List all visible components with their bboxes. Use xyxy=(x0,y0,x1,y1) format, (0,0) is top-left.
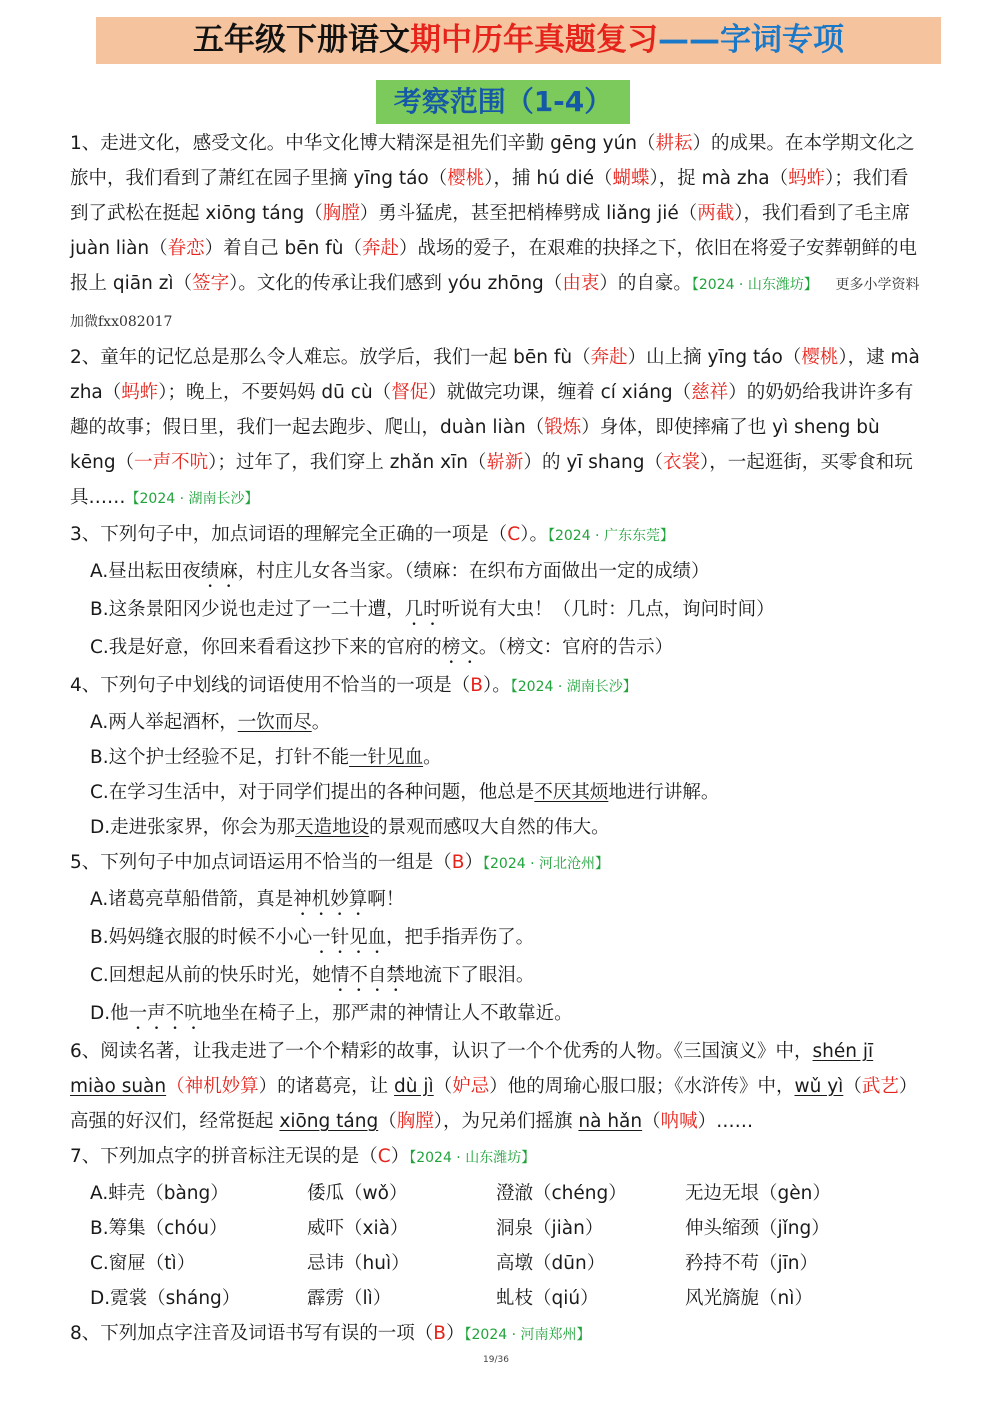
q1-text: ），捕 hú dié（ xyxy=(484,168,613,189)
q6-answer: 胸膛 xyxy=(396,1111,434,1132)
q5-source: 【2024 · 河北沧州】 xyxy=(483,856,609,872)
q1-text: ）着自己 bēn fù（ xyxy=(204,238,363,259)
scope-label: 考察范围（1-4） xyxy=(376,80,630,124)
q5-option-c: C.回想起从前的快乐时光，她情不自禁地流下了眼泪。 xyxy=(90,965,535,986)
q2-answer: 衣裳 xyxy=(662,452,700,473)
q1-text: ）战场的爱子，在艰难的抉择之下，依旧在将爱子安葬朝鲜的电报上 qiān zì（ xyxy=(70,238,918,294)
q4-option-a: A.两人举起酒杯，一饮而尽。 xyxy=(90,712,331,733)
q6-pinyin: xiōng táng xyxy=(279,1111,379,1132)
q4-source: 【2024 · 湖南长沙】 xyxy=(510,679,637,695)
q6-paren: （ xyxy=(843,1076,862,1097)
q6-answer: 妒忌 xyxy=(452,1076,490,1097)
q2-text: ），逮 mà zha（ xyxy=(70,347,920,403)
q8-answer: B xyxy=(433,1323,446,1344)
q6-pinyin: nà hǎn xyxy=(578,1111,643,1132)
q5-option-a: A.诸葛亮草船借箭，真是神机妙算啊！ xyxy=(90,889,405,910)
q7-cell: 伸头缩颈（jǐng） xyxy=(685,1218,830,1239)
question-1 xyxy=(70,126,922,340)
question-4 xyxy=(70,668,922,705)
title-part-topic: ——字词专项 xyxy=(658,22,844,58)
q4-answer: B xyxy=(470,675,483,696)
q7-cell: 倭瓜（wǒ） xyxy=(307,1183,408,1204)
q6-pinyin: shén jī miào suàn xyxy=(70,1041,874,1097)
q2-answer: 崭新 xyxy=(486,452,524,473)
question-2 xyxy=(70,340,922,517)
q1-text: ），我们看到了毛主席 juàn liàn（ xyxy=(70,203,911,259)
dotted-word: 一针见血 xyxy=(312,927,387,948)
q4-stem: ）。 xyxy=(482,675,511,696)
question-7 xyxy=(70,1139,922,1176)
q7-stem: ） xyxy=(390,1146,410,1167)
q6-text: ）他的周瑜心服口服；《水浒传》中， xyxy=(489,1076,795,1097)
title-part-grade: 五年级下册语文 xyxy=(193,22,410,58)
q7-cell: 洞泉（jiàn） xyxy=(496,1218,604,1239)
q7-answer: C xyxy=(377,1146,391,1167)
q2-answer: 蚂蚱 xyxy=(121,382,159,403)
question-6 xyxy=(70,1034,922,1139)
q1-answer: 签字 xyxy=(192,273,230,294)
q7-cell: 矜持不苟（jīn） xyxy=(685,1253,819,1274)
q6-answer: 呐喊 xyxy=(660,1111,698,1132)
q6-text: 6、阅读名著，让我走进了一个个精彩的故事，认识了一个个优秀的人物。《三国演义》中， xyxy=(70,1041,813,1062)
q7-cell: 虬枝（qiú） xyxy=(496,1288,599,1309)
q1-answer: 由衷 xyxy=(562,273,600,294)
q2-text: ）就做完功课，缠着 cí xiáng（ xyxy=(428,382,692,403)
q1-text: ）；我们看到了武松在挺起 xiōng táng（ xyxy=(70,168,909,224)
promo-note: 更多小学资料加微fxx082017 xyxy=(70,277,920,330)
q5-option-d: D.他一声不吭地坐在椅子上，那严肃的神情让人不敢靠近。 xyxy=(90,1003,573,1024)
q1-answer: 樱桃 xyxy=(447,168,485,189)
q7-cell: 忌讳（huì） xyxy=(307,1253,410,1274)
question-list xyxy=(70,126,922,1353)
q7-cell: 风光旖旎（nì） xyxy=(685,1288,813,1309)
q7-cell: 威吓（xià） xyxy=(307,1218,409,1239)
q7-cell: 高墩（dūn） xyxy=(496,1253,606,1274)
dotted-word: 榜文 xyxy=(441,637,479,658)
q6-text: ）高强的好汉们，经常挺起 xyxy=(70,1076,918,1132)
q6-text: ）…… xyxy=(697,1111,754,1132)
question-8 xyxy=(70,1316,922,1353)
q5-answer: B xyxy=(451,852,465,873)
q6-paren: （ xyxy=(378,1111,397,1132)
page-number: 19/36 xyxy=(483,1355,509,1365)
q6-answer: 神机妙算 xyxy=(184,1076,259,1097)
q2-text: ）；过年了，我们穿上 zhǎn xīn（ xyxy=(208,452,487,473)
q2-answer: 锻炼 xyxy=(544,417,582,438)
q1-answer: 两截 xyxy=(697,203,735,224)
q3-option-a: A.昼出耘田夜绩麻，村庄儿女各当家。（绩麻：在织布方面做出一定的成绩） xyxy=(90,561,710,582)
q7-cell: 澄澈（chéng） xyxy=(496,1183,627,1204)
underlined-word: 一饮而尽 xyxy=(237,712,312,733)
q7-cell: 霹雳（lì） xyxy=(307,1288,392,1309)
q1-text: 1、走进文化，感受文化。中华文化博大精深是祖先们辛勤 gēng yún（ xyxy=(70,133,656,154)
q7-cell: D.霓裳（sháng） xyxy=(90,1288,241,1309)
q6-paren: （ xyxy=(642,1111,661,1132)
q6-pinyin: wǔ yì xyxy=(794,1076,844,1097)
q5-stem: 5、下列句子中加点词语运用不恰当的一组是（ xyxy=(70,852,452,873)
underlined-word: 一针见血 xyxy=(349,747,424,768)
dotted-word: 绩麻 xyxy=(200,561,238,582)
q3-option-b: B.这条景阳冈少说也走过了一二十遭，几时听说有大虫！（几时：几点，询问时间） xyxy=(90,599,775,620)
q6-text: ）的诸葛亮，让 xyxy=(258,1076,395,1097)
q6-text: ），为兄弟们摇旗 xyxy=(433,1111,579,1132)
q5-option-b: B.妈妈缝衣服的时候不小心一针见血，把手指弄伤了。 xyxy=(90,927,535,948)
q3-stem: 3、下列句子中，加点词语的理解完全正确的一项是（ xyxy=(70,524,508,545)
dotted-word: 一声不吭 xyxy=(128,1003,203,1024)
q7-stem: 7、下列加点字的拼音标注无误的是（ xyxy=(70,1146,378,1167)
q1-answer: 眷恋 xyxy=(167,238,205,259)
q6-pinyin: dù jì xyxy=(394,1076,434,1097)
q2-source: 【2024 · 湖南长沙】 xyxy=(125,491,259,507)
q5-stem: ） xyxy=(464,852,483,873)
q4-option-b: B.这个护士经验不足，打针不能一针见血。 xyxy=(90,747,442,768)
q4-stem: 4、下列句子中划线的词语使用不恰当的一项是（ xyxy=(70,675,471,696)
title-banner xyxy=(96,17,941,64)
q6-paren: （ xyxy=(166,1076,185,1097)
underlined-word: 不厌其烦 xyxy=(534,782,609,803)
q1-answer: 耕耘 xyxy=(655,133,693,154)
dotted-word: 几时 xyxy=(404,599,442,620)
q1-answer: 胸膛 xyxy=(322,203,360,224)
q2-answer: 樱桃 xyxy=(801,347,839,368)
dotted-word: 情不自禁 xyxy=(330,965,405,986)
q2-answer: 奔赴 xyxy=(590,347,628,368)
q2-answer: 一声不吭 xyxy=(134,452,209,473)
q1-answer: 奔赴 xyxy=(362,238,400,259)
q1-text: ）的自豪。 xyxy=(599,273,692,294)
q2-answer: 慈祥 xyxy=(691,382,729,403)
q7-cell: B.筹集（chóu） xyxy=(90,1218,228,1239)
q8-stem: 8、下列加点字注音及词语书写有误的一项（ xyxy=(70,1323,434,1344)
title-part-review: 期中历年真题复习 xyxy=(410,22,658,58)
q1-text: ）的成果。在本学期文化之旅中，我们看到了萧红在园子里摘 yīng táo（ xyxy=(70,133,915,189)
q2-text: ）的奶奶给我讲许多有趣的故事；假日里，我们一起去跑步、爬山，duàn liàn（ xyxy=(70,382,914,438)
q8-stem: ） xyxy=(445,1323,465,1344)
question-3 xyxy=(70,517,922,554)
q7-cell: 无边无垠（gèn） xyxy=(685,1183,831,1204)
q4-option-c: C.在学习生活中，对于同学们提出的各种问题，他总是不厌其烦地进行讲解。 xyxy=(90,782,720,803)
q1-text: ）勇斗猛虎，甚至把梢棒劈成 liǎng jié（ xyxy=(359,203,698,224)
q2-text: ）的 yī shang（ xyxy=(523,452,663,473)
question-5 xyxy=(70,845,922,882)
q1-text: ）。文化的传承让我们感到 yóu zhōng（ xyxy=(229,273,563,294)
dotted-word: 神机妙算 xyxy=(293,889,368,910)
q7-options-grid xyxy=(70,1176,922,1316)
q2-text: ），一起逛街，买零食和玩具…… xyxy=(70,452,913,508)
q6-paren: （ xyxy=(433,1076,453,1097)
q2-text: 2、童年的记忆总是那么令人难忘。放学后，我们一起 bēn fù（ xyxy=(70,347,591,368)
q7-cell: C.窗屉（tì） xyxy=(90,1253,196,1274)
q2-text: ）；晚上，不要妈妈 dū cù（ xyxy=(158,382,392,403)
q3-answer: C xyxy=(507,524,521,545)
q1-text: ），捉 mà zha（ xyxy=(649,168,789,189)
q3-option-c: C.我是好意，你回来看看这抄下来的官府的榜文。（榜文：官府的告示） xyxy=(90,637,674,658)
q3-source: 【2024 · 广东东莞】 xyxy=(547,528,674,544)
q1-answer: 蚂蚱 xyxy=(788,168,826,189)
underlined-word: 天造地设 xyxy=(295,817,370,838)
q1-source: 【2024 · 山东潍坊】 xyxy=(691,277,818,293)
q6-answer: 武艺 xyxy=(861,1076,899,1097)
q1-answer: 蝴蝶 xyxy=(612,168,650,189)
q2-answer: 督促 xyxy=(391,382,429,403)
q3-stem: ）。 xyxy=(520,524,548,545)
q7-source: 【2024 · 山东潍坊】 xyxy=(409,1150,536,1166)
q2-text: ）身体，即使摔痛了也 yì sheng bù kēng（ xyxy=(70,417,880,473)
q4-option-d: D.走进张家界，你会为那天造地设的景观而感叹大自然的伟大。 xyxy=(90,817,610,838)
q8-source: 【2024 · 河南郑州】 xyxy=(464,1327,591,1343)
q7-cell: A.蚌壳（bàng） xyxy=(90,1183,229,1204)
q2-text: ）山上摘 yīng táo（ xyxy=(627,347,802,368)
